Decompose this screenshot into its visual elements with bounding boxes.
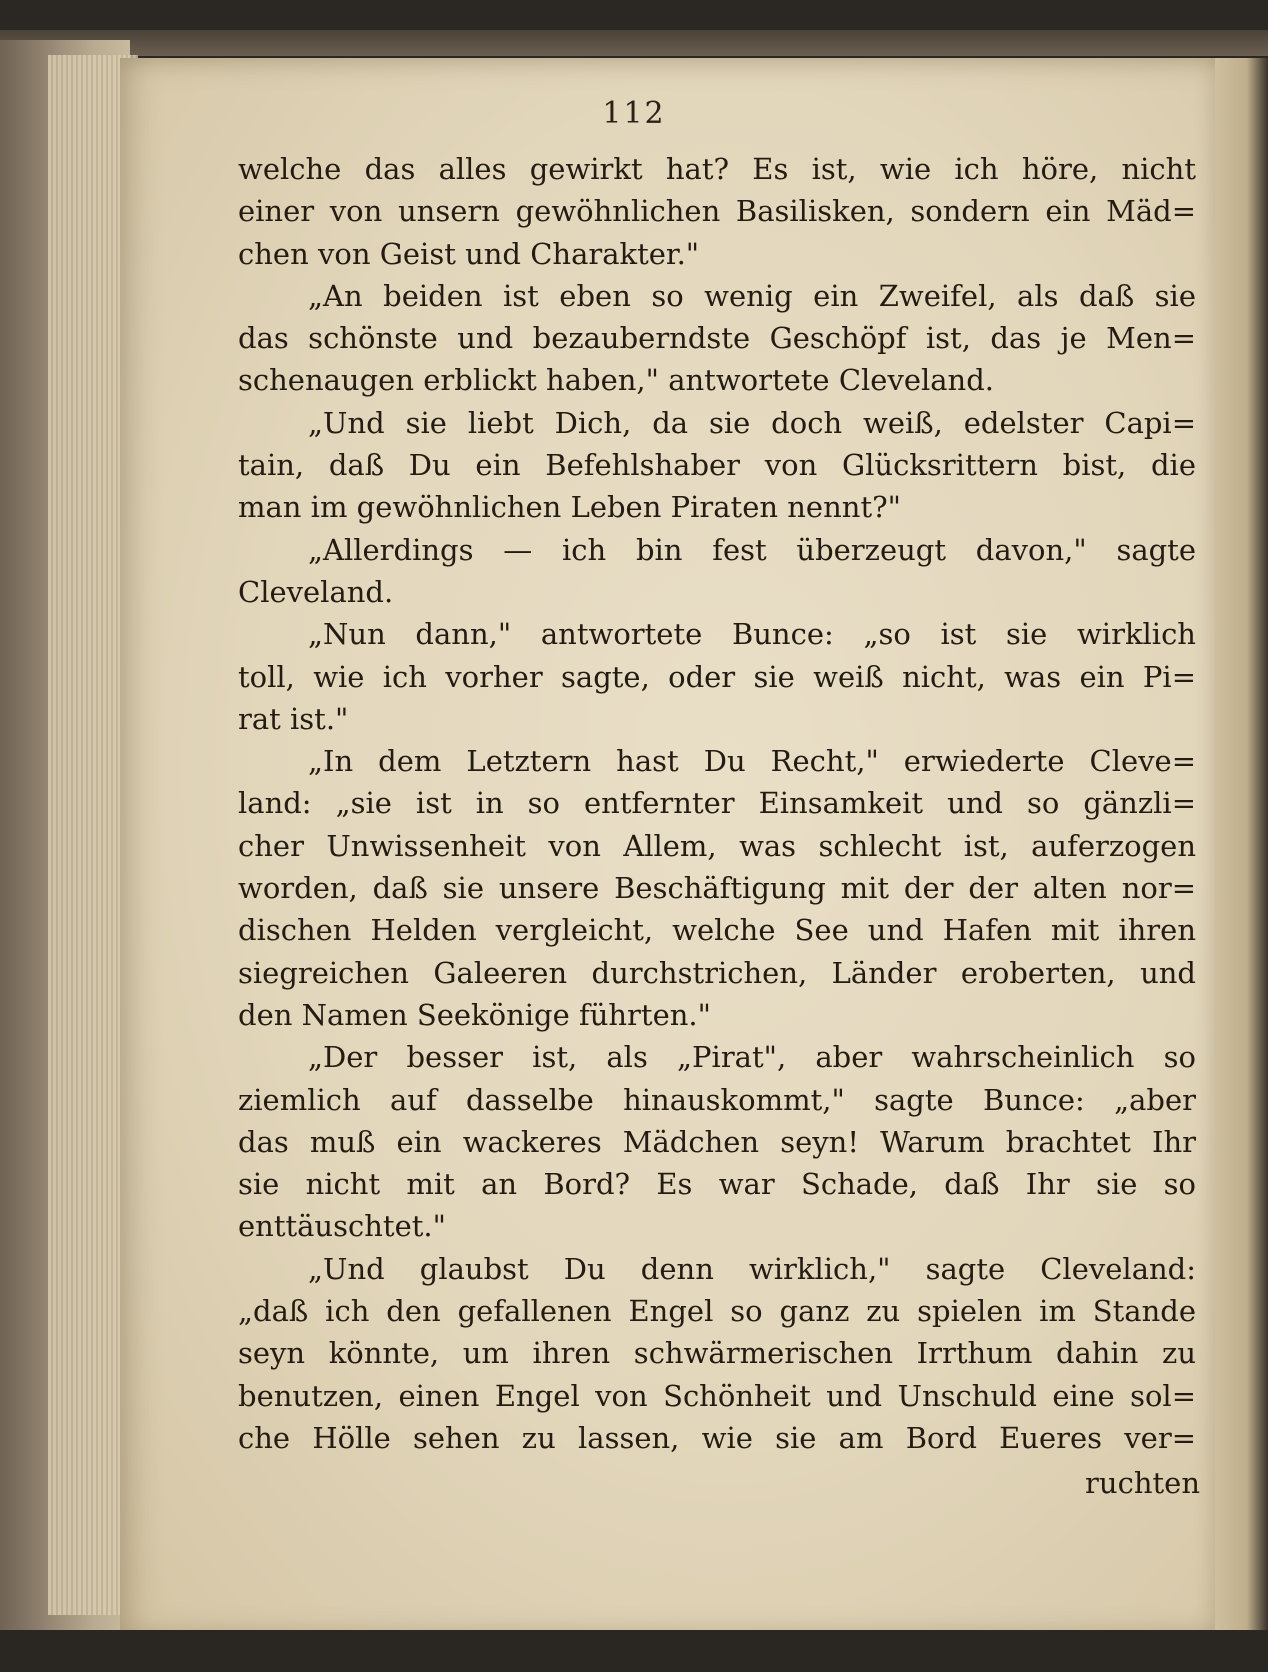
- text-line: den Namen Seekönige führten.": [238, 997, 711, 1032]
- text-line: einer von unsern gewöhnlichen Basilisken, sondern ein Mäd=: [238, 194, 1196, 229]
- body-text: [238, 148, 1196, 1459]
- text-line: „An beiden ist eben so wenig ein Zweifel, als daß sie: [308, 278, 1196, 313]
- catchword: ruchten: [1085, 1466, 1200, 1500]
- text-line: ziemlich auf dasselbe hinauskommt," sagte Bunce: „aber: [238, 1082, 1196, 1117]
- text-line: seyn könnte, um ihren schwärmerischen Irrthum dahin zu: [238, 1336, 1196, 1371]
- text-line: „Nun dann," antwortete Bunce: „so ist sie wirklich: [308, 617, 1196, 652]
- text-line: siegreichen Galeeren durchstrichen, Länder eroberten, und: [238, 955, 1196, 990]
- text-line: land: „sie ist in so entfernter Einsamkeit und so gänzli=: [238, 786, 1196, 821]
- text-line: „Und glaubst Du denn wirklich," sagte Cleveland:: [308, 1251, 1196, 1286]
- text-line: dischen Helden vergleicht, welche See und Hafen mit ihren: [238, 913, 1196, 948]
- text-line: „Allerdings — ich bin fest überzeugt davon," sagte: [308, 532, 1196, 567]
- page-number: 112: [602, 96, 666, 131]
- text-line: „daß ich den gefallenen Engel so ganz zu spielen im Stande: [238, 1294, 1196, 1329]
- text-line: rat ist.": [238, 701, 349, 736]
- text-line: das muß ein wackeres Mädchen seyn! Warum brachtet Ihr: [238, 1124, 1196, 1159]
- text-line: chen von Geist und Charakter.": [238, 236, 700, 271]
- text-line: schenaugen erblickt haben," antwortete Cleveland.: [238, 363, 995, 398]
- text-line: sie nicht mit an Bord? Es war Schade, daß Ihr sie so: [238, 1167, 1196, 1202]
- text-line: tain, daß Du ein Befehlshaber von Glücksrittern bist, die: [238, 448, 1196, 483]
- text-line: welche das alles gewirkt hat? Es ist, wie ich höre, nicht: [238, 152, 1196, 186]
- text-line: „Und sie liebt Dich, da sie doch weiß, edelster Capi=: [308, 405, 1196, 440]
- book-fore-edge: [1215, 58, 1268, 1638]
- text-line: das schönste und bezauberndste Geschöpf ist, das je Men=: [238, 321, 1196, 356]
- text-line: „Der besser ist, als „Pirat", aber wahrscheinlich so: [308, 1040, 1196, 1075]
- text-line: benutzen, einen Engel von Schönheit und Unschuld eine sol=: [238, 1378, 1196, 1413]
- text-line: worden, daß sie unsere Beschäftigung mit der der alten nor=: [238, 871, 1196, 906]
- text-line: „In dem Letztern hast Du Recht," erwiederte Cleve=: [308, 744, 1196, 779]
- text-line: enttäuschtet.": [238, 1209, 446, 1244]
- text-line: cher Unwissenheit von Allem, was schlecht ist, auferzogen: [238, 828, 1196, 863]
- text-line: toll, wie ich vorher sagte, oder sie weiß nicht, was ein Pi=: [238, 659, 1196, 694]
- text-line: Cleveland.: [238, 574, 394, 609]
- text-line: che Hölle sehen zu lassen, wie sie am Bord Eueres ver=: [238, 1420, 1196, 1455]
- text-line: man im gewöhnlichen Leben Piraten nennt?": [238, 490, 901, 525]
- book-bottom-edge: [0, 1630, 1268, 1672]
- book-top-edge: [0, 30, 1268, 56]
